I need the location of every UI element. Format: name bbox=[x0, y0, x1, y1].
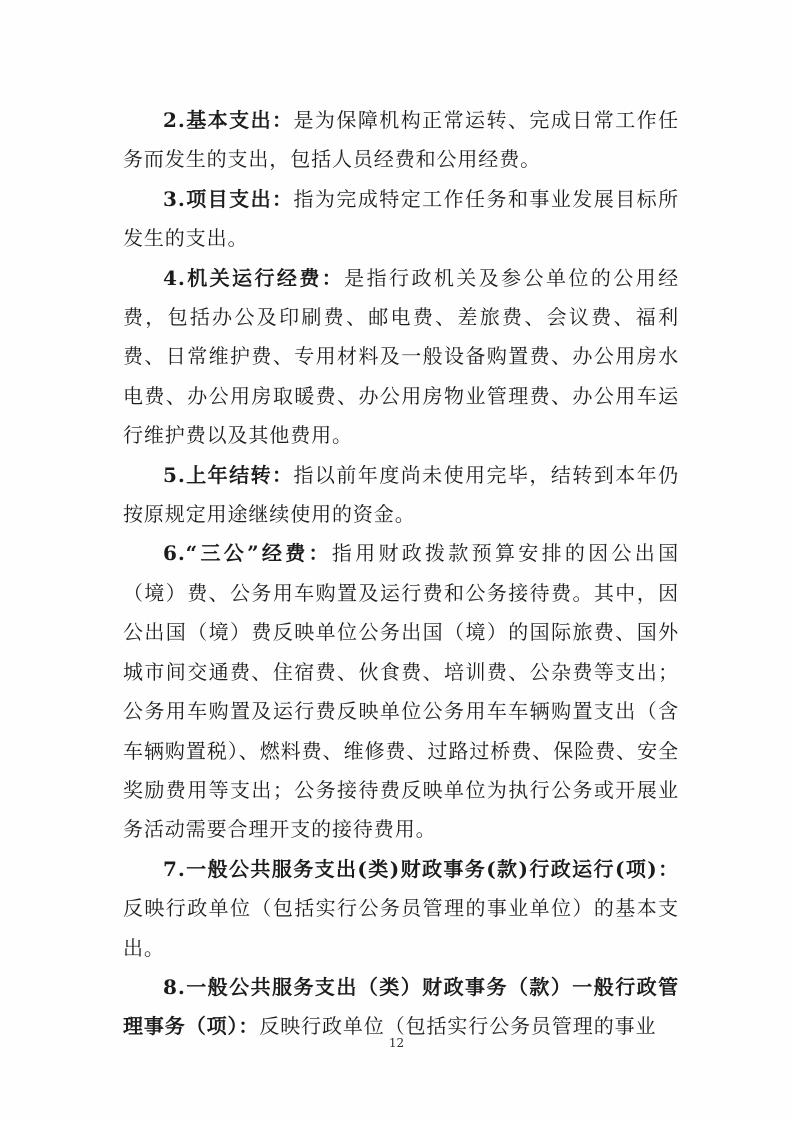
term-heading: 2.基本支出： bbox=[163, 108, 294, 132]
document-body bbox=[123, 101, 679, 1047]
term-definition: 指用财政拨款预算安排的因公出国（境）费、公务用车购置及运行费和公务接待费。其中，因公出国（境）费反映单位公务出国（境）的国际旅费、国外城市间交通费、住宿费、伙食费、培训费、公杂费等支出；公务用车购置及运行费反映单位公务用车车辆购置支出（含车辆购置税）、燃料费、维修费、过路过桥费、保险费、安全奖励费用等支出；公务接待费反映单位为执行公务或开展业务活动需要合理开支的接待费用。 bbox=[123, 541, 679, 842]
term-heading: 6.“三公”经费： bbox=[163, 541, 332, 566]
term-definition: 是为保障机构正常运转、完成日常工作任务而发生的支出，包括人员经费和公用经费。 bbox=[123, 108, 679, 172]
term-heading: 7.一般公共服务支出(类)财政事务(款)行政运行(项)： bbox=[163, 856, 679, 881]
term-heading: 8.一般公共服务支出（类）财政事务（款）一般行政管理事务（项）： bbox=[123, 974, 679, 1039]
paragraph-agency-operating-funds bbox=[123, 259, 679, 456]
term-definition: 指为完成特定工作任务和事业发展目标所发生的支出。 bbox=[123, 186, 679, 251]
paragraph-three-public-funds bbox=[123, 534, 679, 849]
paragraph-general-administrative-affairs bbox=[123, 968, 679, 1047]
term-definition: 反映行政单位（包括实行公务员管理的事业单位）的基本支出。 bbox=[123, 896, 679, 960]
term-definition: 反映行政单位（包括实行公务员管理的事业 bbox=[259, 1014, 657, 1039]
paragraph-prior-year-carryover bbox=[123, 456, 679, 535]
paragraph-administrative-operation bbox=[123, 850, 679, 968]
paragraph-basic-expenditure bbox=[123, 101, 679, 180]
term-definition: 指以前年度尚未使用完毕，结转到本年仍按原规定用途继续使用的资金。 bbox=[123, 462, 679, 527]
paragraph-project-expenditure bbox=[123, 180, 679, 259]
term-definition: 是指行政机关及参公单位的公用经费，包括办公及印刷费、邮电费、差旅费、会议费、福利费、日常维护费、专用材料及一般设备购置费、办公用房水电费、办公用房取暖费、办公用房物业管理费、办公用车运行维护费以及其他费用。 bbox=[123, 265, 679, 448]
term-heading: 4.机关运行经费： bbox=[163, 265, 345, 290]
term-heading: 5.上年结转： bbox=[163, 462, 294, 487]
page-number: 12 bbox=[388, 1036, 405, 1050]
term-heading: 3.项目支出： bbox=[163, 186, 294, 211]
